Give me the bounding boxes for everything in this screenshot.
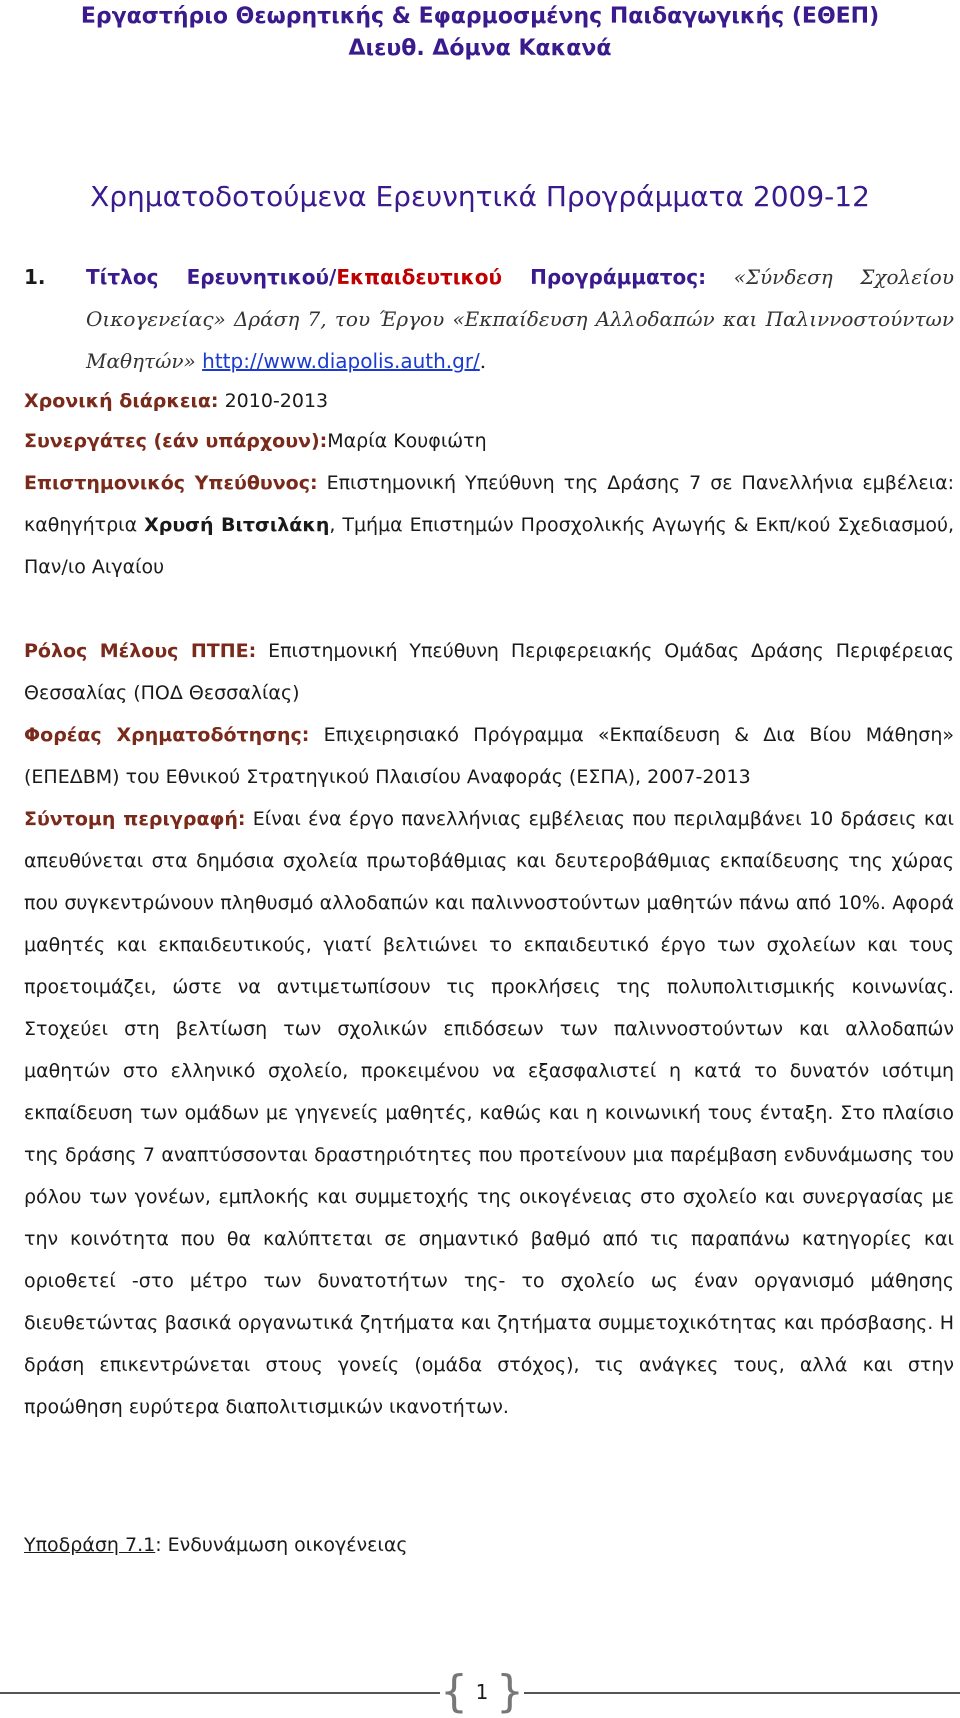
summary-block bbox=[24, 798, 954, 1428]
program-link[interactable]: http://www.diapolis.auth.gr/ bbox=[202, 349, 480, 373]
role-block bbox=[24, 630, 954, 714]
program-item-1 bbox=[24, 256, 954, 382]
summary-label: Σύντομη περιγραφή: bbox=[24, 808, 246, 830]
title-label-a: Τίτλος Ερευνητικού/ bbox=[86, 265, 337, 289]
partners-value: Μαρία Κουφιώτη bbox=[327, 430, 487, 452]
role-text: Επιστημονική Υπεύθυνη Περιφερειακής Ομάδας Δράσης Περιφέρειας Θεσσαλίας (ΠΟΔ Θεσσαλίας) bbox=[24, 640, 954, 704]
scientific-label: Επιστημονικός Υπεύθυνος: bbox=[24, 472, 318, 494]
title-label-c: Προγράμματος: bbox=[502, 265, 707, 289]
title-label-b: Εκπαιδευτικού bbox=[336, 265, 502, 289]
subaction-label: Υποδράση 7.1 bbox=[24, 1534, 156, 1556]
partners-line bbox=[24, 420, 954, 462]
scientific-text1: Επιστημονική Υπεύθυνη της Δράσης 7 σε Πανελλήνια εμβέλεια: καθηγήτρια bbox=[24, 472, 954, 536]
duration-line bbox=[24, 380, 954, 422]
subaction-text: : Ενδυνάμωση οικογένειας bbox=[155, 1534, 408, 1556]
link-period: . bbox=[479, 349, 487, 373]
page-title: Χρηματοδοτούμενα Ερευνητικά Προγράμματα 2009-12 bbox=[90, 180, 870, 213]
funding-text: Επιχειρησιακό Πρόγραμμα «Εκπαίδευση & Δια Βίου Μάθηση» (ΕΠΕΔΒΜ) του Εθνικού Στρατηγικού Πλαισίου Αναφοράς (ΕΣΠΑ), 2007-2013 bbox=[24, 724, 954, 788]
lab-header: Εργαστήριο Θεωρητικής & Εφαρμοσμένης Παιδαγωγικής (ΕΘΕΠ) bbox=[80, 4, 880, 29]
left-brace-icon: { bbox=[440, 1666, 468, 1717]
page-number: 1 bbox=[475, 1680, 489, 1704]
partners-label: Συνεργάτες (εάν υπάρχουν): bbox=[24, 430, 328, 452]
summary-text: Είναι ένα έργο πανελλήνιας εμβέλειας που περιλαμβάνει 10 δράσεις και απευθύνεται στα δημόσια σχολεία πρωτοβάθμιας και δευτεροβάθμιας εκπαίδευσης της χώρας που συγκεντρώνουν πληθυσμό αλλοδαπών και παλιννοστούντων μαθητών πάνω από 10%. Αφορά μαθητές και εκπαιδευτικούς, γιατί βελτιώνει το εκπαιδευτικό έργο των σχολείων και τους προετοιμάζει, ώστε να αντιμετωπίσουν τις προκλήσεις της πολυπολιτισμικής κοινωνίας. Στοχεύει στη βελτίωση των σχολικών επιδόσεων των παλιννοστούντων και αλλοδαπών μαθητών στο ελληνικό σχολείο, προκειμένου να εξασφαλιστεί η κατά το δυνατόν ισότιμη εκπαίδευση των ομάδων με γηγενείς μαθητές, καθώς και η κοινωνική τους ένταξη. Στο πλαίσιο της δράσης 7 αναπτύσσονται δραστηριότητες που προτείνουν μια παρέμβαση ενδυνάμωσης του ρόλου των γονέων, εμπλοκής και συμμετοχής της οικογένειας στο σχολείο και συνεργασίας με την κοινότητα που θα καλύπτεται σε σημαντικό βαθμό από τις παραπάνω κατηγορίες και οριοθετεί -στο μέτρο των δυνατοτήτων της- το σχολείο ως έναν οργανισμό μάθησης διευθετώντας βασικά οργανωτικά ζητήματα και ζητήματα συμμετοχικότητας και πρόσβασης. Η δράση επικεντρώνεται στους γονείς (ομάδα στόχος), τις ανάγκες τους, αλλά και στην προώθηση ευρύτερα διαπολιτισμικών ικανοτήτων. bbox=[24, 808, 954, 1418]
funding-label: Φορέας Χρηματοδότησης: bbox=[24, 724, 310, 746]
program-title-start: «Σύνδεση Σχολείου bbox=[733, 265, 955, 289]
duration-label: Χρονική διάρκεια: bbox=[24, 390, 219, 412]
funding-block bbox=[24, 714, 954, 798]
subaction-line bbox=[24, 1524, 954, 1566]
item-number: 1. bbox=[24, 265, 46, 289]
scientific-block bbox=[24, 462, 954, 588]
director-header: Διευθ. Δόμνα Κακανά bbox=[348, 36, 612, 61]
program-title-rest: Οικογενείας» Δράση 7, του Έργου «Εκπαίδευση Αλλοδαπών και Παλιννοστούντων Μαθητών» bbox=[86, 307, 954, 373]
scientific-name: Χρυσή Βιτσιλάκη bbox=[144, 514, 330, 536]
right-brace-icon: } bbox=[496, 1666, 524, 1717]
scientific-text2: , Τμήμα Επιστημών Προσχολικής Αγωγής & Εκπ/κού Σχεδιασμού, Παν/ιο Αιγαίου bbox=[24, 514, 954, 578]
duration-value: 2010-2013 bbox=[218, 390, 329, 412]
role-label: Ρόλος Μέλους ΠΤΠΕ: bbox=[24, 640, 257, 662]
